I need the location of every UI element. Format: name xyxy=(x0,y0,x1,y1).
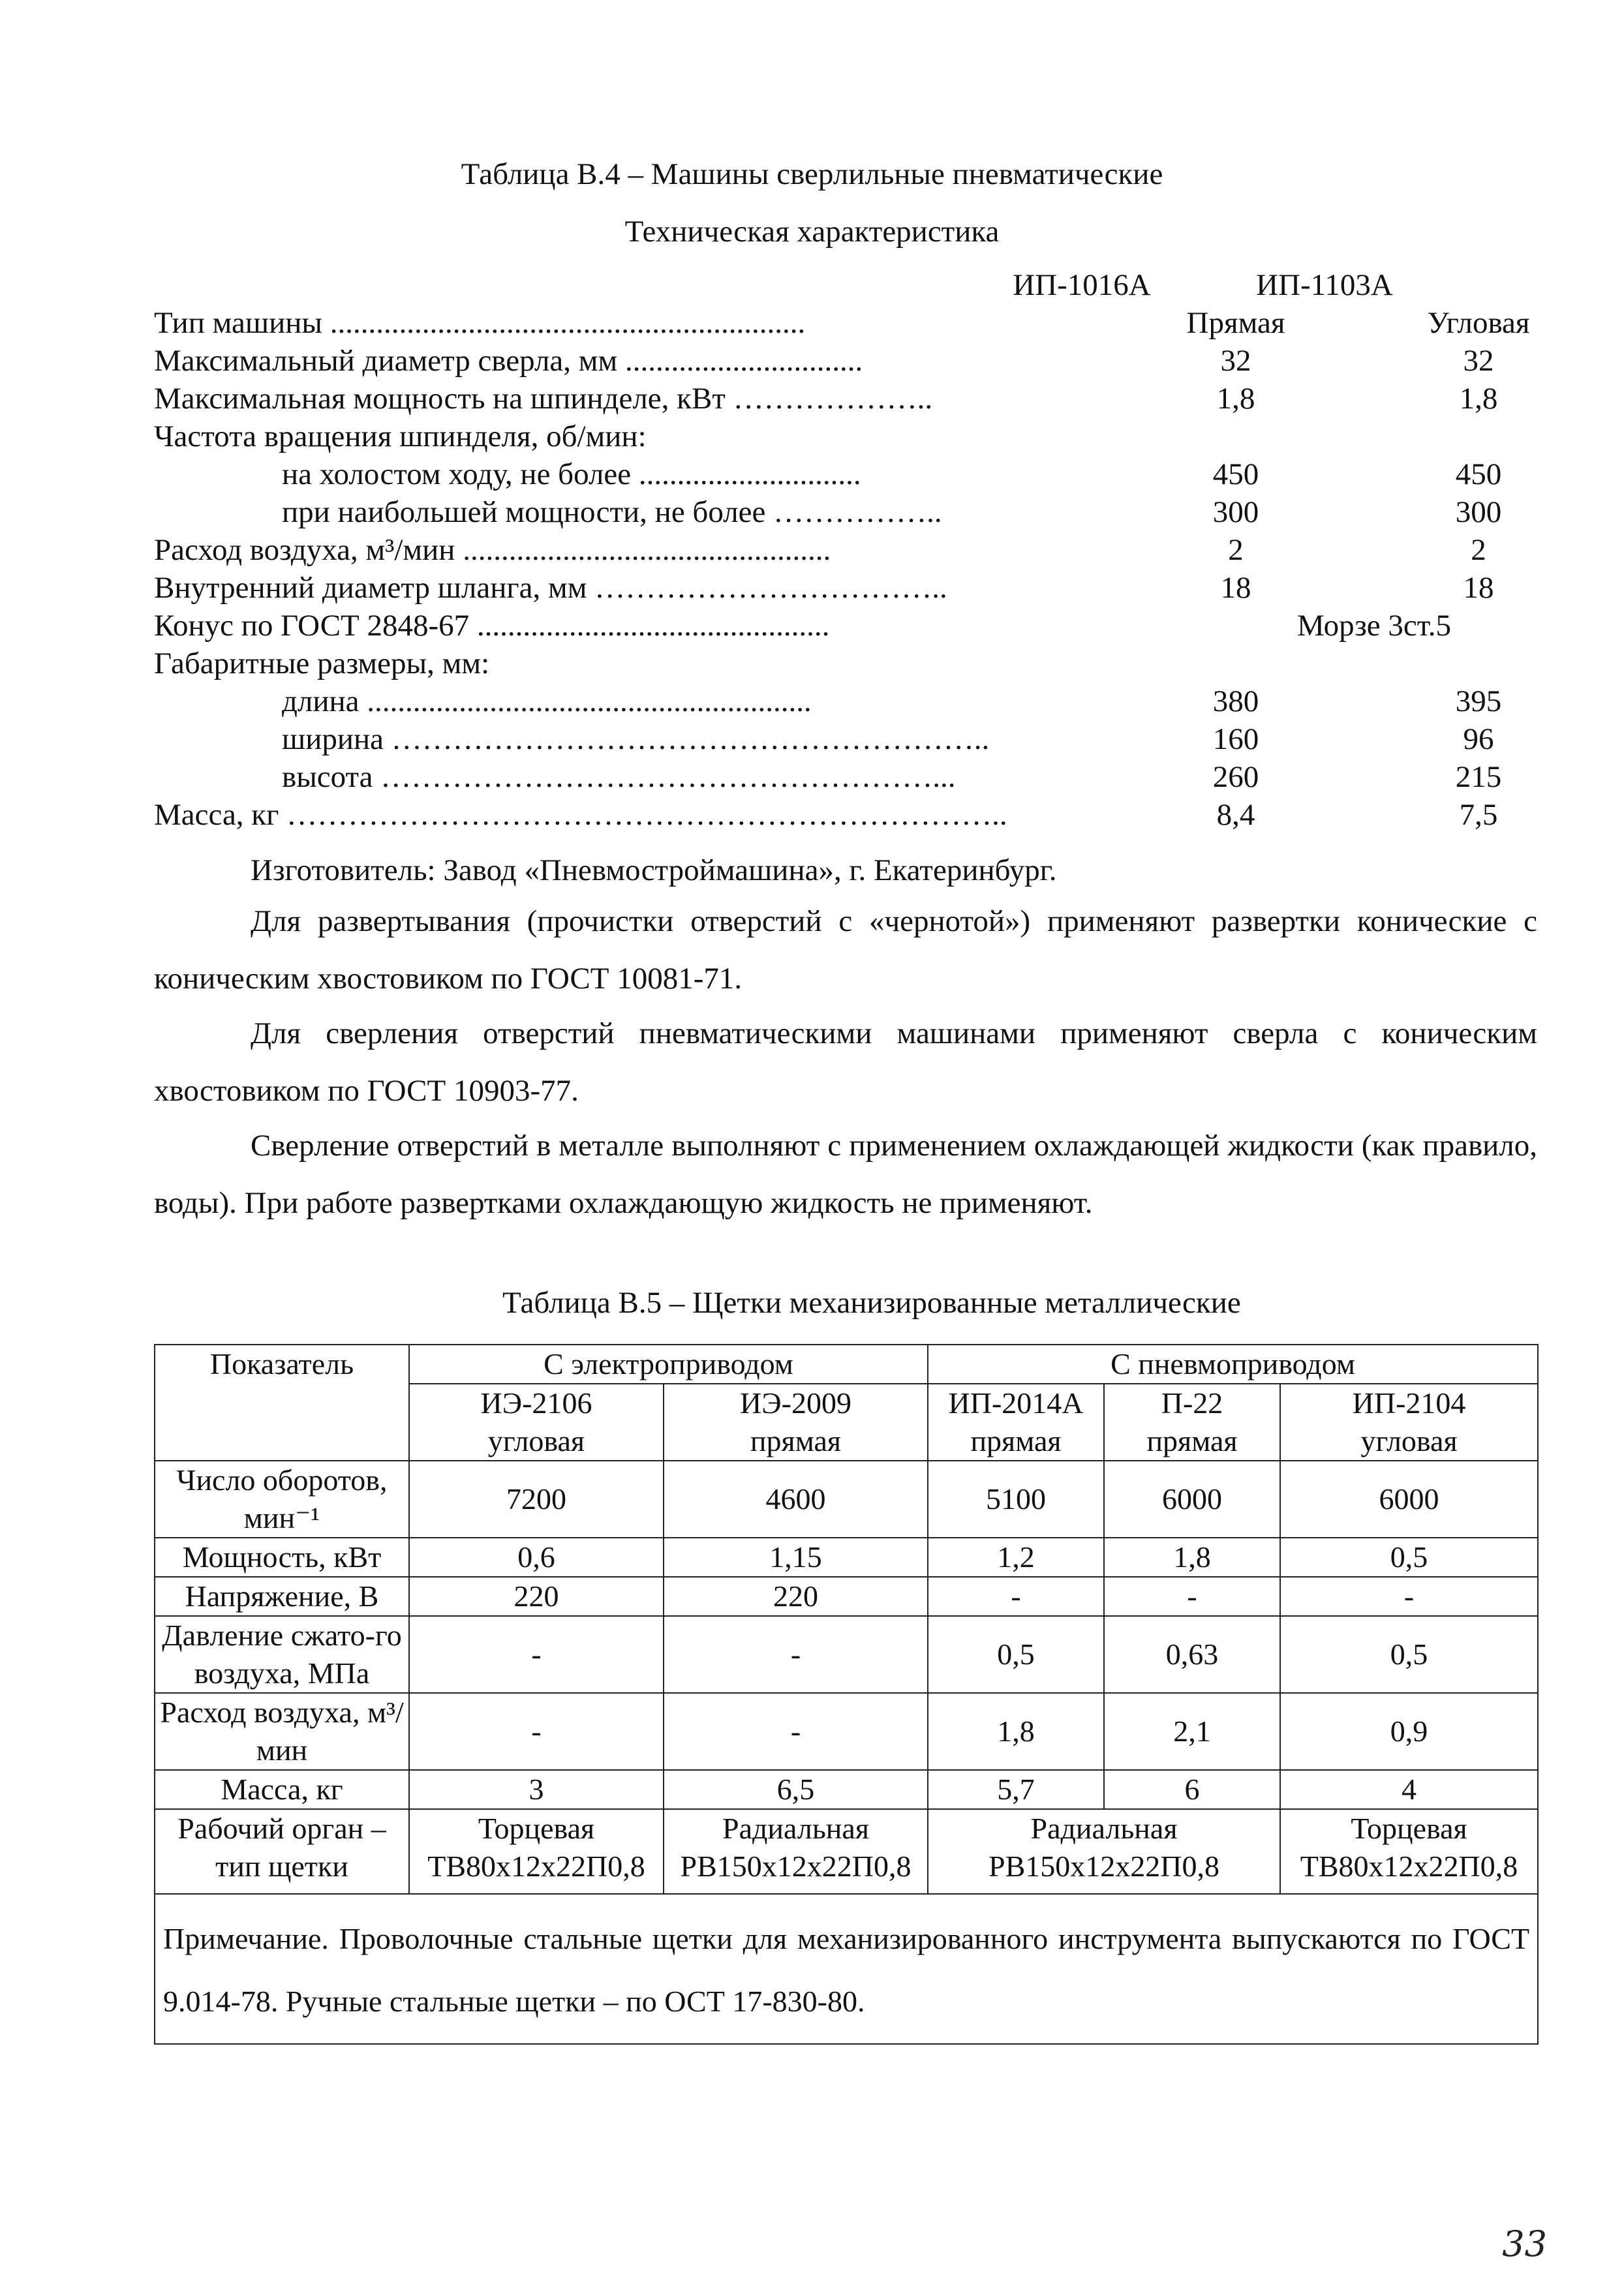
paragraph-text: Сверление отверстий в металле выполняют с применением охлаждающей жидкости (как правило, воды). При работе развертками охлаждающую жидкость не применяют. xyxy=(154,1129,1537,1220)
table5-model xyxy=(664,1384,928,1461)
table-row xyxy=(155,1770,1538,1809)
spec-label: Тип машины .............................................................. xyxy=(154,306,806,340)
spec-value: 7,5 xyxy=(1459,798,1498,832)
table4-column-header: ИП-1016А xyxy=(1013,268,1151,302)
cell: 6 xyxy=(1104,1770,1280,1809)
spec-row xyxy=(154,493,1502,531)
spec-row xyxy=(154,304,1530,342)
paragraph-text: Для развертывания (прочистки отверстий с «чернотой») применяют развертки конические с коническим хвостовиком по ГОСТ 10081-71. xyxy=(154,904,1537,996)
spec-value: 32 xyxy=(1463,344,1494,378)
model-name: ИП-2104 xyxy=(1352,1386,1466,1420)
cell: 6,5 xyxy=(664,1770,928,1809)
table5-note: Примечание. Проволочные стальные щетки для механизированного инструмента выпускаются по ГОСТ 9.014-78. Ручные стальные щетки – по ОСТ 17-830-80. xyxy=(155,1894,1538,2044)
spec-value: 450 xyxy=(1212,457,1259,491)
spec-value: 2 xyxy=(1471,533,1486,567)
table5 xyxy=(154,1344,1539,2045)
cell: - xyxy=(1104,1577,1280,1616)
spec-value: 18 xyxy=(1220,571,1251,605)
cell: 2,1 xyxy=(1104,1693,1280,1770)
spec-value: 1,8 xyxy=(1216,382,1255,416)
spec-label: Масса, кг …………………………………………………………….. xyxy=(154,798,1007,832)
spec-value: Угловая xyxy=(1427,306,1530,340)
cell: - xyxy=(664,1693,928,1770)
row-label: Давление сжато-го воздуха, МПа xyxy=(155,1616,409,1693)
model-type: прямая xyxy=(970,1424,1062,1457)
cell: 1,8 xyxy=(928,1693,1104,1770)
spec-value: 215 xyxy=(1455,760,1502,794)
spec-value: 160 xyxy=(1212,722,1259,756)
spec-label: Расход воздуха, м³/мин ................................................ xyxy=(154,533,831,567)
spec-label: на холостом ходу, не более ............................. xyxy=(282,457,861,491)
paragraph xyxy=(154,1005,1537,1120)
spec-value: 380 xyxy=(1212,684,1259,718)
cell: 6000 xyxy=(1104,1461,1280,1538)
cell: 0,6 xyxy=(409,1538,664,1577)
cell: 1,8 xyxy=(1104,1538,1280,1577)
cell: 0,63 xyxy=(1104,1616,1280,1693)
table-row xyxy=(155,1693,1538,1770)
spec-value: Прямая xyxy=(1186,306,1285,340)
spec-row xyxy=(154,682,1502,720)
spec-row xyxy=(154,758,1502,796)
cell: 4600 xyxy=(664,1461,928,1538)
paragraph xyxy=(154,842,1537,899)
table5-header-indicator: Показатель xyxy=(155,1345,409,1461)
spec-value-merged: Морзе 3ст.5 xyxy=(1297,609,1451,643)
cell: 6000 xyxy=(1280,1461,1538,1538)
cell: Торцевая ТВ80х12х22П0,8 xyxy=(1280,1809,1538,1894)
model-name: ИЭ-2009 xyxy=(740,1386,851,1420)
table5-group-electric: С электроприводом xyxy=(409,1345,928,1384)
table5-model xyxy=(1280,1384,1538,1461)
paragraph xyxy=(154,1117,1537,1232)
cell: Радиальная РВ150х12х22П0,8 xyxy=(928,1809,1280,1894)
cell: - xyxy=(409,1616,664,1693)
table-row xyxy=(155,1538,1538,1577)
table5-group-pneumatic: С пневмоприводом xyxy=(928,1345,1538,1384)
spec-value: 300 xyxy=(1212,495,1259,529)
cell: - xyxy=(928,1577,1104,1616)
spec-value: 32 xyxy=(1220,344,1251,378)
table-row xyxy=(155,1809,1538,1894)
row-label: Масса, кг xyxy=(155,1770,409,1809)
spec-label: Конус по ГОСТ 2848-67 .............................................. xyxy=(154,609,830,643)
spec-row xyxy=(154,380,1498,418)
spec-row xyxy=(154,531,1485,569)
spec-row xyxy=(154,455,1502,493)
model-name: ИЭ-2106 xyxy=(480,1386,592,1420)
cell: Радиальная РВ150х12х22П0,8 xyxy=(664,1809,928,1894)
paragraph-text: Изготовитель: Завод «Пневмостроймашина», г. Екатеринбург. xyxy=(251,853,1057,887)
cell: 0,5 xyxy=(1280,1538,1538,1577)
spec-label: Максимальная мощность на шпинделе, кВт ……………….. xyxy=(154,382,933,416)
cell: 5,7 xyxy=(928,1770,1104,1809)
spec-value: 18 xyxy=(1463,571,1494,605)
spec-label: Частота вращения шпинделя, об/мин: xyxy=(154,419,647,453)
model-type: прямая xyxy=(750,1424,842,1457)
cell: 0,5 xyxy=(1280,1616,1538,1693)
spec-label: Габаритные размеры, мм: xyxy=(154,647,490,680)
spec-row xyxy=(154,342,1494,380)
table5-model xyxy=(928,1384,1104,1461)
table5-model xyxy=(1104,1384,1280,1461)
cell: 1,15 xyxy=(664,1538,928,1577)
row-label: Число оборотов, мин⁻¹ xyxy=(155,1461,409,1538)
spec-value: 8,4 xyxy=(1216,798,1255,832)
row-label: Рабочий орган – тип щетки xyxy=(155,1809,409,1894)
cell: 7200 xyxy=(409,1461,664,1538)
spec-label: Внутренний диаметр шланга, мм …………………………….. xyxy=(154,571,947,605)
cell: 0,5 xyxy=(928,1616,1104,1693)
table-row xyxy=(155,1616,1538,1693)
page-number: 33 xyxy=(1502,2223,1547,2264)
row-label: Расход воздуха, м³/мин xyxy=(155,1693,409,1770)
table5-note-row xyxy=(155,1894,1538,2044)
table5-title: Таблица В.5 – Щетки механизированные металлические xyxy=(502,1286,1241,1320)
spec-value: 450 xyxy=(1455,457,1502,491)
spec-label: Максимальный диаметр сверла, мм ............................... xyxy=(154,344,863,378)
cell: 1,2 xyxy=(928,1538,1104,1577)
spec-value: 96 xyxy=(1463,722,1494,756)
table4-subtitle: Техническая характеристика xyxy=(624,215,1000,249)
cell: 220 xyxy=(664,1577,928,1616)
cell: 3 xyxy=(409,1770,664,1809)
table5-header-row xyxy=(155,1345,1538,1384)
spec-value: 260 xyxy=(1212,760,1259,794)
model-name: ИП-2014А xyxy=(948,1386,1084,1420)
model-type: угловая xyxy=(487,1424,585,1457)
row-label: Напряжение, В xyxy=(155,1577,409,1616)
spec-value: 395 xyxy=(1455,684,1502,718)
spec-value: 1,8 xyxy=(1459,382,1498,416)
row-label: Мощность, кВт xyxy=(155,1538,409,1577)
cell: 0,9 xyxy=(1280,1693,1538,1770)
spec-row xyxy=(154,645,1485,682)
table-row xyxy=(155,1461,1538,1538)
spec-label: при наибольшей мощности, не более …………….. xyxy=(282,495,942,529)
table5-model xyxy=(409,1384,664,1461)
spec-label: длина .......................................................... xyxy=(282,684,812,718)
spec-row xyxy=(154,607,1485,645)
cell: 220 xyxy=(409,1577,664,1616)
table4-title: Таблица В.4 – Машины сверлильные пневматические xyxy=(461,157,1163,191)
spec-row xyxy=(154,796,1498,834)
spec-row xyxy=(154,569,1494,607)
cell: - xyxy=(409,1693,664,1770)
table-row xyxy=(155,1577,1538,1616)
model-type: прямая xyxy=(1146,1424,1238,1457)
spec-label: высота ………………………………………………... xyxy=(282,760,956,794)
paragraph xyxy=(154,892,1537,1007)
paragraph-text: Для сверления отверстий пневматическими машинами применяют сверла с коническим хвостовиком по ГОСТ 10903-77. xyxy=(154,1016,1537,1108)
cell: 5100 xyxy=(928,1461,1104,1538)
spec-row xyxy=(154,720,1494,758)
model-name: П-22 xyxy=(1161,1386,1223,1420)
table4-column-header: ИП-1103А xyxy=(1256,268,1393,302)
spec-row xyxy=(154,418,1485,455)
spec-value: 2 xyxy=(1228,533,1244,567)
cell: 4 xyxy=(1280,1770,1538,1809)
spec-value: 300 xyxy=(1455,495,1502,529)
cell: - xyxy=(664,1616,928,1693)
cell: Торцевая ТВ80х12х22П0,8 xyxy=(409,1809,664,1894)
model-type: угловая xyxy=(1360,1424,1458,1457)
spec-label: ширина ………………………………………………….. xyxy=(282,722,990,756)
cell: - xyxy=(1280,1577,1538,1616)
